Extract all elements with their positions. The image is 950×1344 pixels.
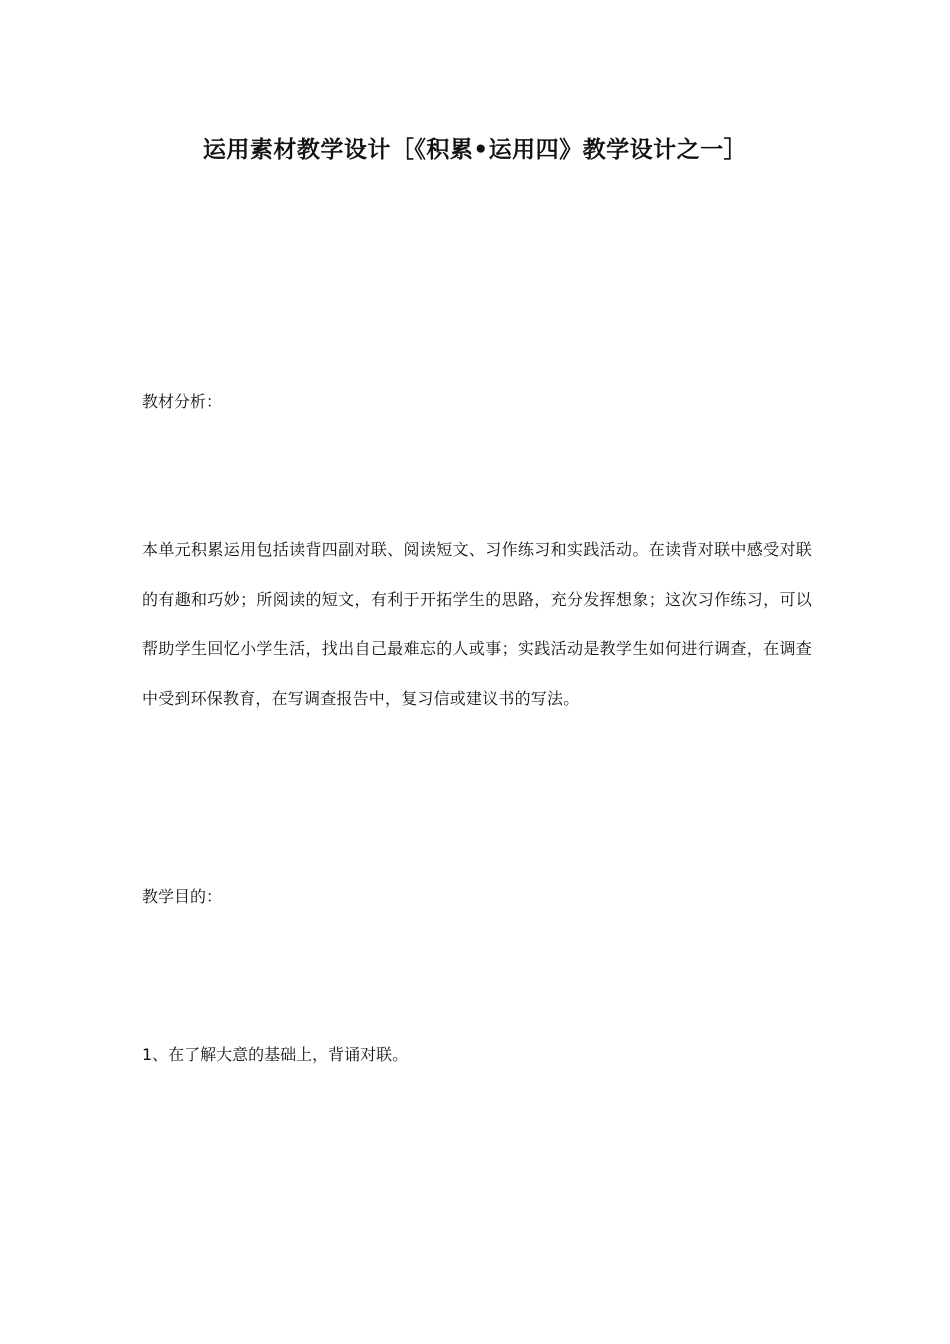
section-heading-material-analysis: 教材分析： [142,392,223,411]
section-heading-teaching-goals: 教学目的： [142,887,223,906]
document-title: 运用素材教学设计［《积累•运用四》教学设计之一］ [202,137,748,163]
material-analysis-paragraph: 本单元积累运用包括读背四副对联、阅读短文、习作练习和实践活动。在读背对联中感受对联的有趣和巧妙；所阅读的短文，有利于开拓学生的思路，充分发挥想象；这次习作练习，可以帮助学生回忆小学生活，找出自己最难忘的人或事；实践活动是教学生如何进行调查，在调查中受到环保教育，在写调查报告中，复习信或建议书的写法。 [142,540,812,708]
teaching-goal-item-1: 1、在了解大意的基础上，背诵对联。 [142,1045,409,1064]
